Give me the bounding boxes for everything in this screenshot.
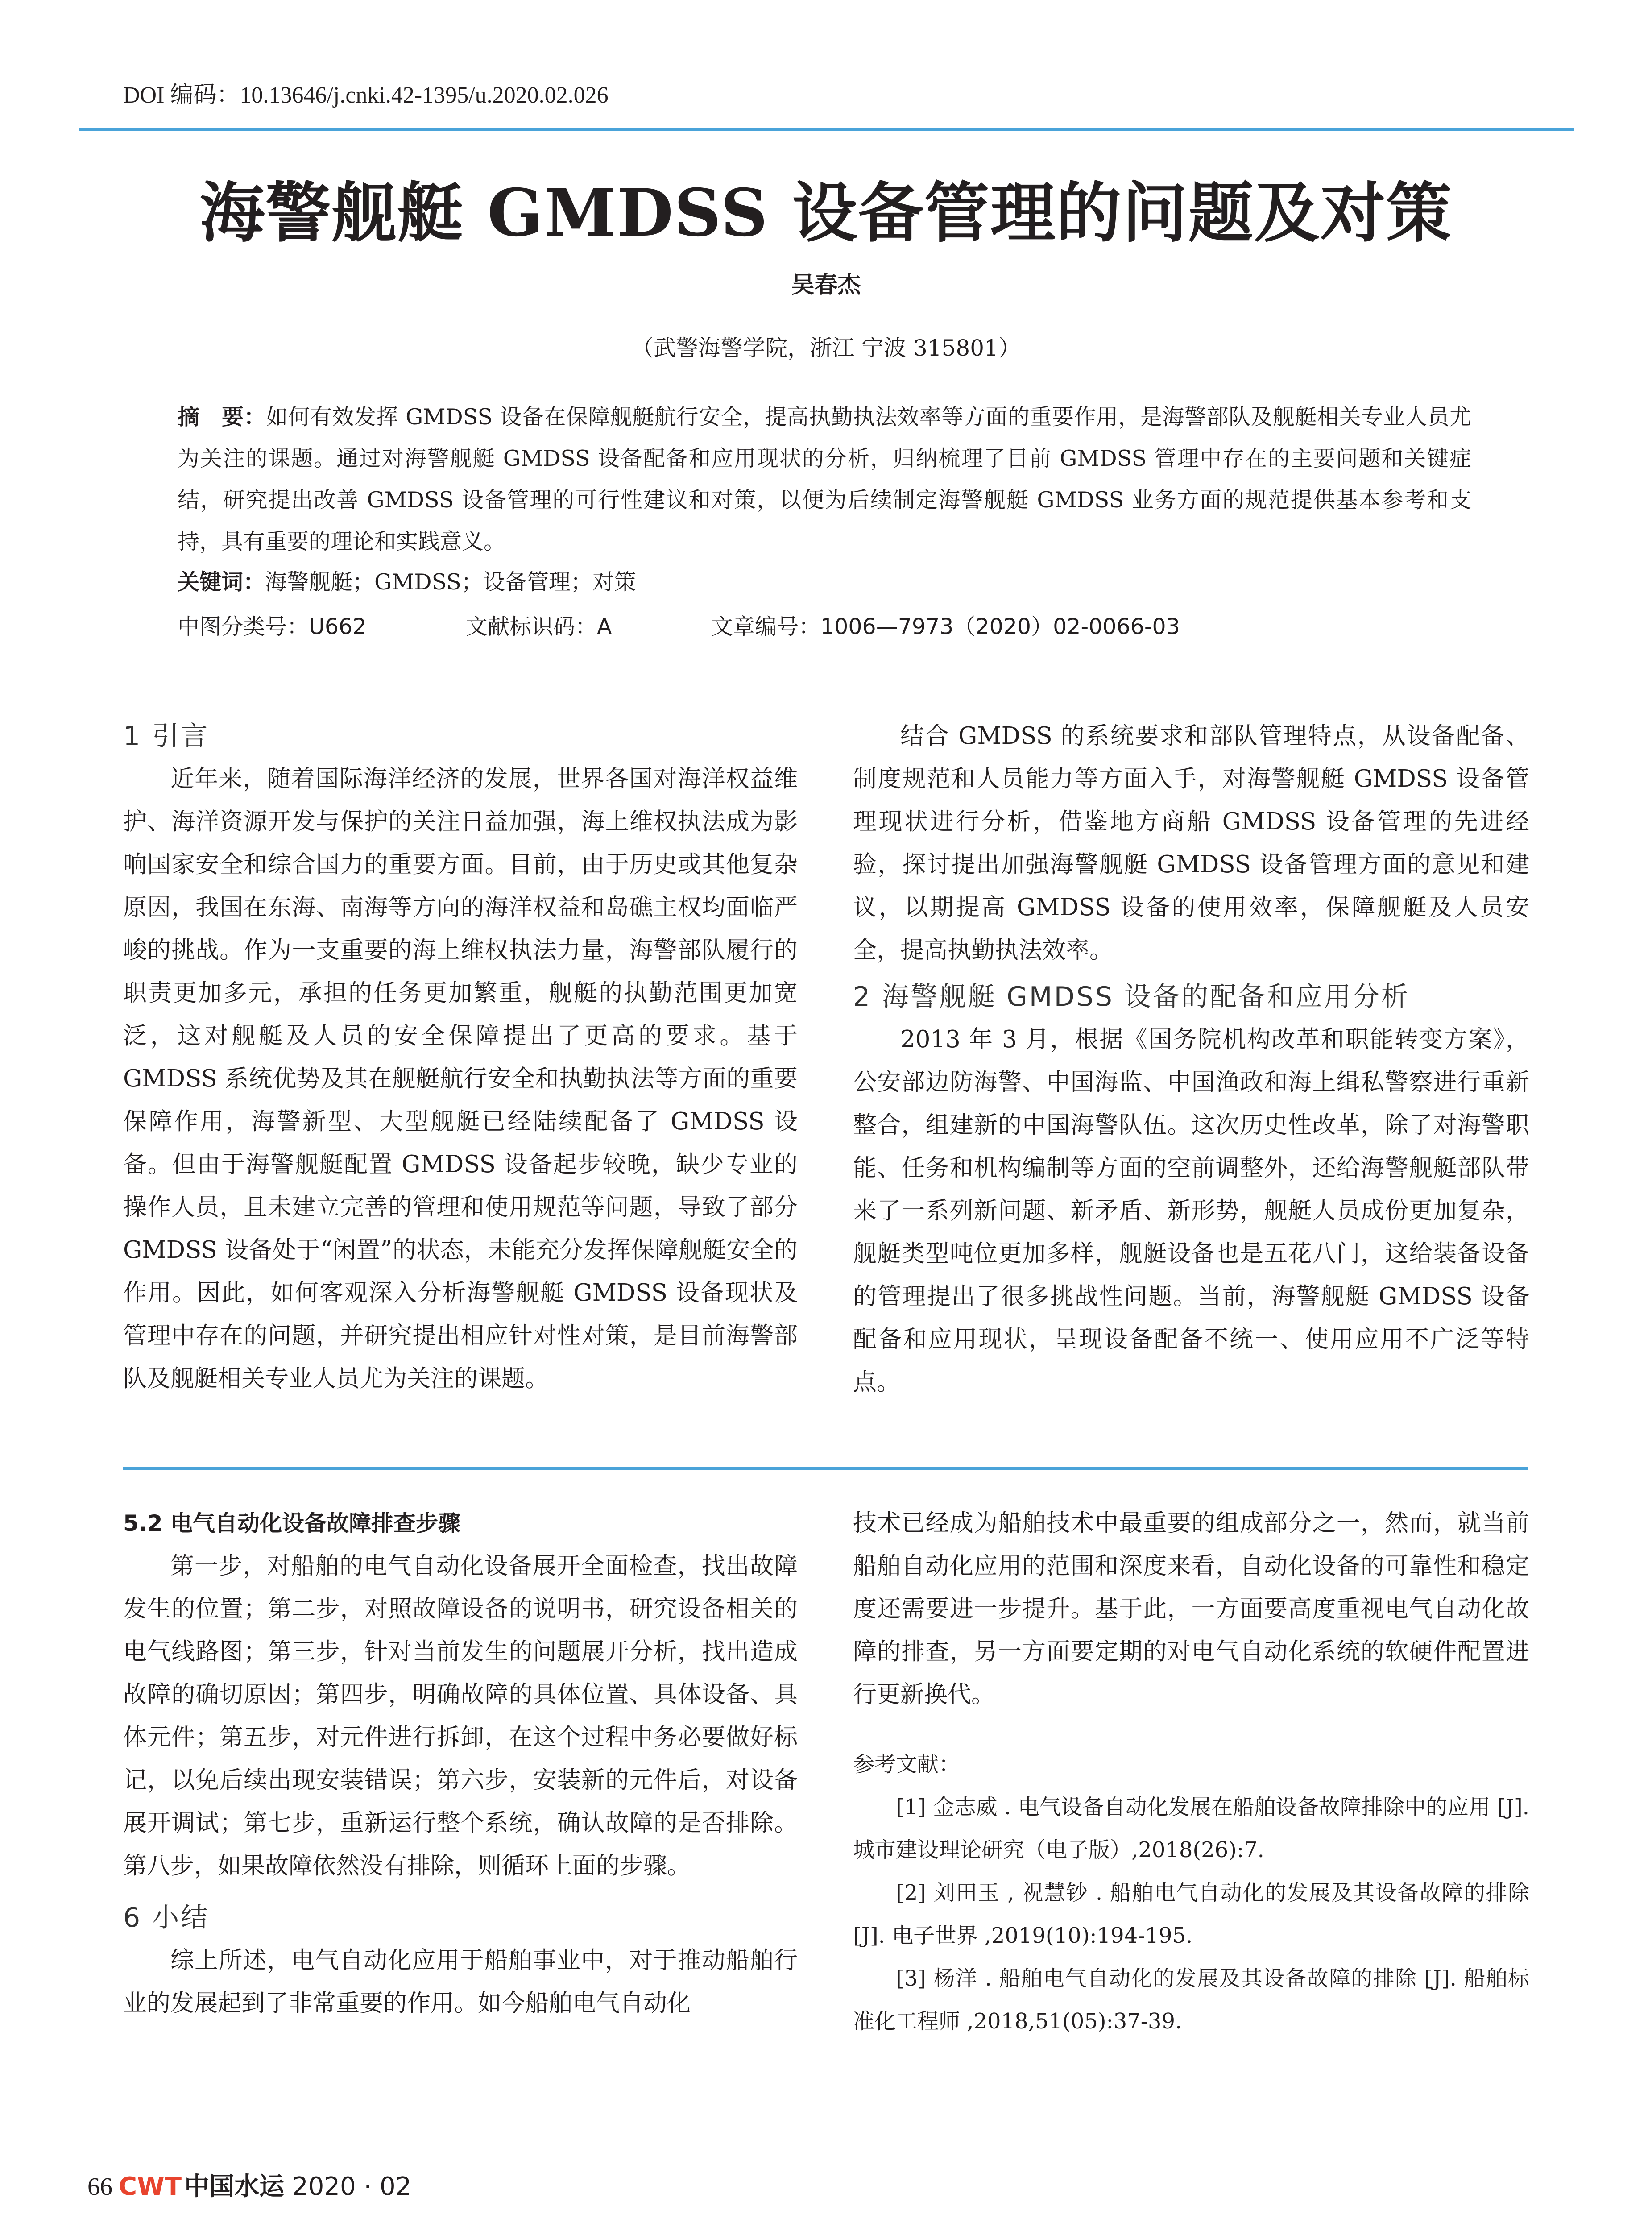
summary-paragraph: 综上所述，电气自动化应用于船舶事业中，对于推动船舶行业的发展起到了非常重要的作用。如今船舶电气自动化 [123,1947,798,2017]
summary-heading: 6 小结 [123,1902,210,1933]
magazine-name: 中国水运 [184,2172,285,2201]
section-1-paragraph-2: 结合 GMDSS 的系统要求和部队管理特点，从设备配备、制度规范和人员能力等方面入手，对海警舰艇 GMDSS 设备管理现状进行分析，借鉴地方商船 GMDSS 设备管理的先进经验，探讨提出加强海警舰艇 GMDSS 设备管理方面的意见和建议，以期提高 GMDSS 设备的使用效率，保障舰艇及人员安全，提高执勤执法效率。 [853,722,1529,964]
references-title: 参考文献： [853,1752,961,1777]
brand-logo: CWT [119,2172,182,2201]
summary-continued: 技术已经成为船舶技术中最重要的组成部分之一，然而，就当前船舶自动化应用的范围和深度来看，自动化设备的可靠性和稳定度还需要进一步提升。基于此，一方面要高度重视电气自动化故障的排查，另一方面要定期的对电气自动化系统的软硬件配置进行更新换代。 [853,1509,1529,1708]
section-1-heading: 1 引言 [123,721,210,752]
page-footer [87,2167,411,2202]
page-number: 66 [87,2173,112,2201]
keywords [178,565,636,596]
section-2-paragraph: 2013 年 3 月，根据《国务院机构改革和职能转变方案》，公安部边防海警、中国海监、中国渔政和海上缉私警察进行重新整合，组建新的中国海警队伍。这次历史性改革，除了对海警职能、任务和机构编制等方面的空前调整外，还给海警舰艇部队带来了一系列新问题、新矛盾、新形势，舰艇人员成份更加复杂，舰艇类型吨位更加多样，舰艇设备也是五花八门，这给装备设备的管理提出了很多挑战性问题。当前，海警舰艇 GMDSS 设备配备和应用现状，呈现设备配备不统一、使用应用不广泛等特点。 [853,1026,1529,1396]
column-left-lower [123,1502,798,2025]
header-rule [79,128,1574,131]
keywords-label: 关键词： [178,569,265,595]
column-right-lower [853,1502,1529,2043]
keywords-text: 海警舰艇；GMDSS；设备管理；对策 [265,569,636,595]
doi-line: DOI 编码：10.13646/j.cnki.42-1395/u.2020.02.026 [123,83,609,108]
reference-item: [3] 杨洋 . 船舶电气自动化的发展及其设备故障的排除 [J]. 船舶标准化工程师 ,2018,51(05):37-39. [853,1966,1529,2034]
section-divider-rule [123,1467,1528,1470]
abstract-label: 摘 要： [178,404,266,430]
clc-number: 中图分类号：U662 [178,614,367,639]
column-left-upper [123,715,798,1400]
author-affiliation: （武警海警学院，浙江 宁波 315801） [631,335,1021,361]
subsection-heading: 5.2 电气自动化设备故障排查步骤 [123,1510,460,1536]
reference-item: [1] 金志威 . 电气设备自动化发展在船舶设备故障排除中的应用 [J]. 城市建设理论研究（电子版）,2018(26):7. [853,1795,1529,1862]
issue-number: 2020 · 02 [292,2172,412,2201]
reference-item: [2] 刘田玉 , 祝慧钞 . 船舶电气自动化的发展及其设备故障的排除 [J]. 电子世界 ,2019(10):194-195. [853,1880,1529,1948]
steps-paragraph: 第一步，对船舶的电气自动化设备展开全面检查，找出故障发生的位置；第二步，对照故障设备的说明书，研究设备相关的电气线路图；第三步，针对当前发生的问题展开分析，找出造成故障的确切原因；第四步，明确故障的具体位置、具体设备、具体元件；第五步，对元件进行拆卸，在这个过程中务必要做好标记，以免后续出现安装错误；第六步，安装新的元件后，对设备展开调试；第七步，重新运行整个系统，确认故障的是否排除。第八步，如果故障依然没有排除，则循环上面的步骤。 [123,1552,798,1879]
section-1-paragraph: 近年来，随着国际海洋经济的发展，世界各国对海洋权益维护、海洋资源开发与保护的关注日益加强，海上维权执法成为影响国家安全和综合国力的重要方面。目前，由于历史或其他复杂原因，我国在东海、南海等方向的海洋权益和岛礁主权均面临严峻的挑战。作为一支重要的海上维权执法力量，海警部队履行的职责更加多元，承担的任务更加繁重，舰艇的执勤范围更加宽泛，这对舰艇及人员的安全保障提出了更高的要求。基于 GMDSS 系统优势及其在舰艇航行安全和执勤执法等方面的重要保障作用，海警新型、大型舰艇已经陆续配备了 GMDSS 设备。但由于海警舰艇配置 GMDSS 设备起步较晚，缺少专业的操作人员，且未建立完善的管理和使用规范等问题，导致了部分 GMDSS 设备处于“闲置”的状态，未能充分发挥保障舰艇安全的作用。因此，如何客观深入分析海警舰艇 GMDSS 设备现状及管理中存在的问题，并研究提出相应针对性对策，是目前海警部队及舰艇相关专业人员尤为关注的课题。 [123,765,798,1392]
spacer [853,1716,1529,1743]
section-2-heading: 2 海警舰艇 GMDSS 设备的配备和应用分析 [853,981,1410,1012]
abstract [178,396,1471,562]
document-code: 文献标识码：A [466,614,612,639]
article-title: 海警舰艇 GMDSS 设备管理的问题及对策 [199,175,1453,251]
abstract-text: 如何有效发挥 GMDSS 设备在保障舰艇航行安全，提高执勤执法效率等方面的重要作用，是海警部队及舰艇相关专业人员尤为关注的课题。通过对海警舰艇 GMDSS 设备配备和应用现状的分析，归纳梳理了目前 GMDSS 管理中存在的主要问题和关键症结，研究提出改善 GMDSS 设备管理的可行性建议和对策，以便为后续制定海警舰艇 GMDSS 业务方面的规范提供基本参考和支持，具有重要的理论和实践意义。 [178,404,1471,554]
article-number: 文章编号：1006—7973（2020）02-0066-03 [711,614,1180,639]
author-name: 吴春杰 [791,272,861,299]
column-right-upper [853,715,1529,1404]
